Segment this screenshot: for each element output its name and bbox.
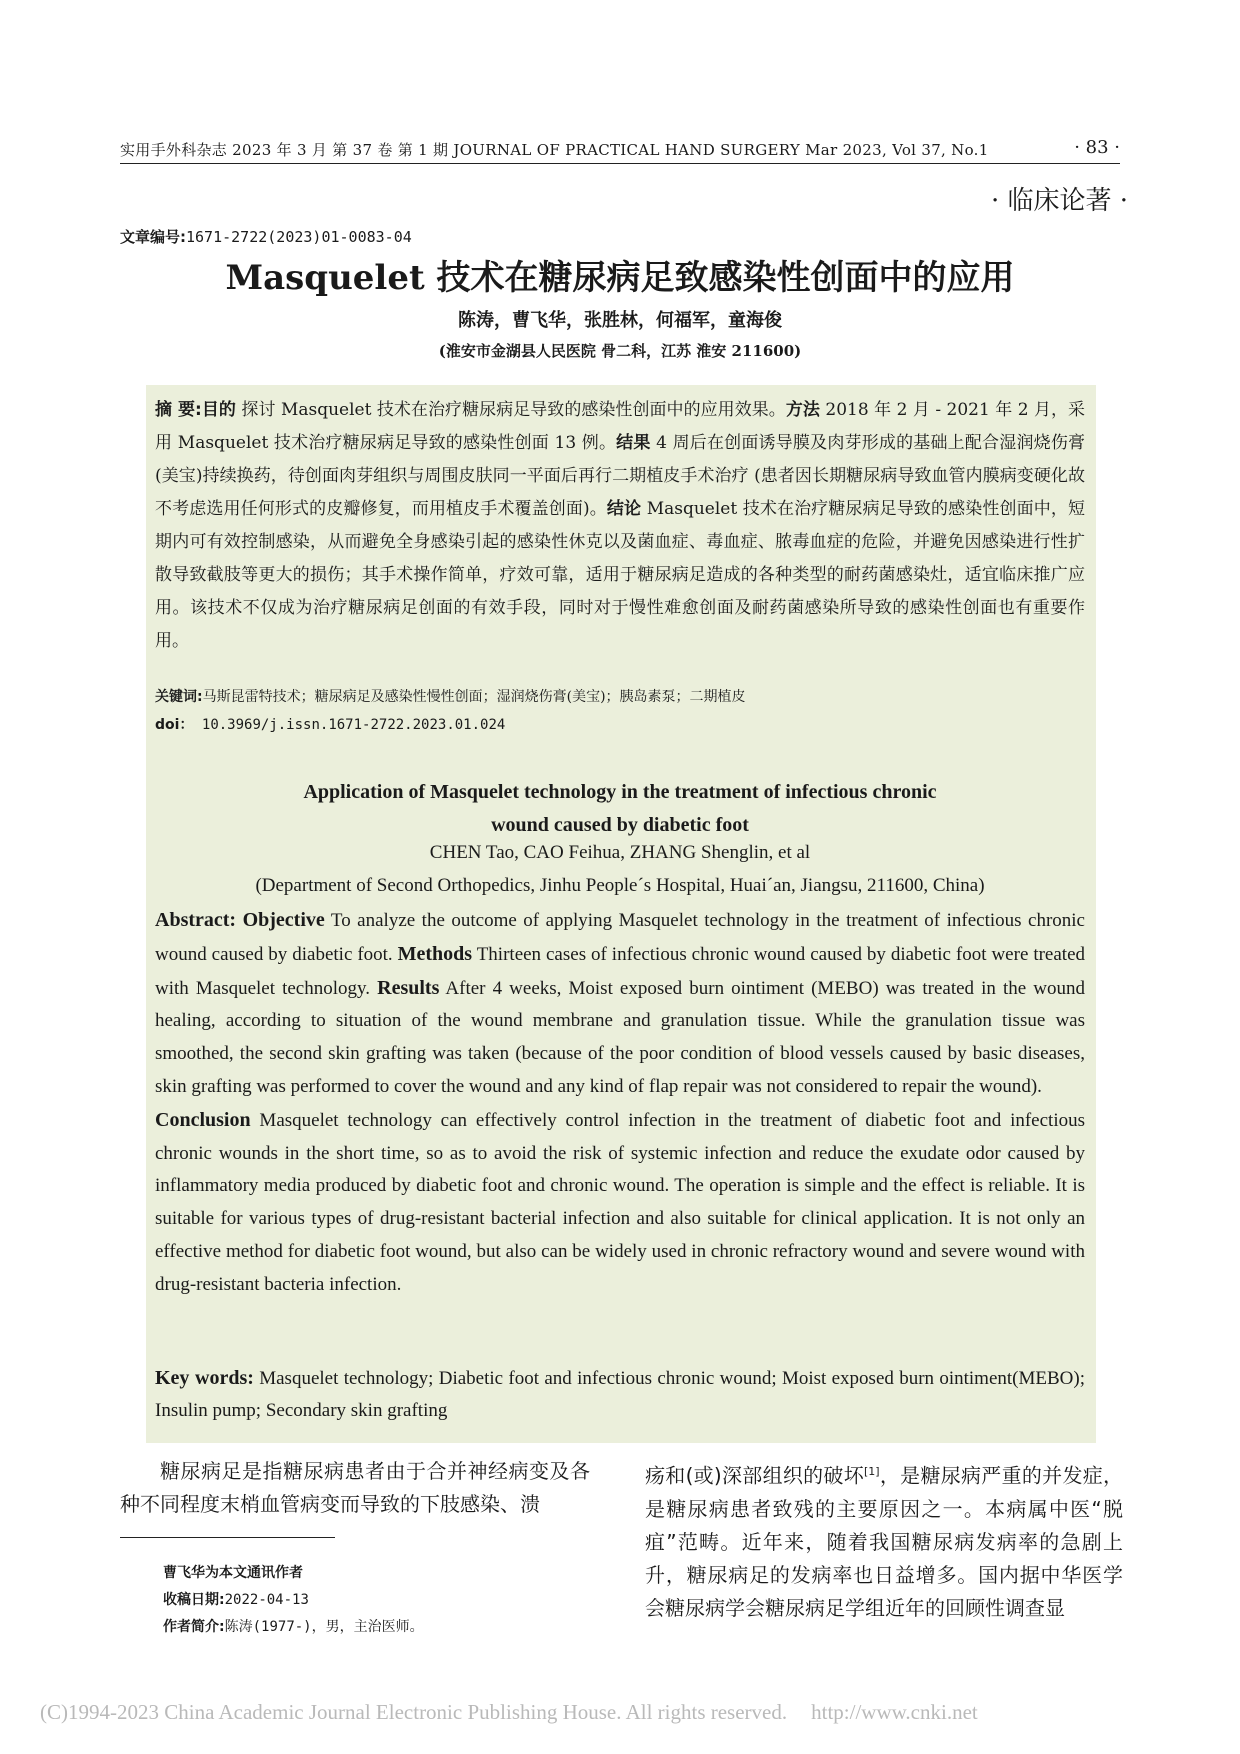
cn-abstract-label: 摘 要: — [155, 400, 202, 420]
en-methods: Thirteen cases of infectious chronic wound caused by diabetic foot were treated with Masquelet technology. — [155, 943, 1085, 999]
en-results: After 4 weeks, Moist exposed burn ointiment (MEBO) was treated in the wound healing, according to situation of the wound membrane and granulation tissue. While the granulation tissue was smoothed, the second skin grafting was taken (because of the poor condition of blood vessels caused by basic diseases, skin grafting was performed to cover the wound and any kind of flap repair was not considered to repair the wound). — [155, 977, 1086, 1097]
cnki-link[interactable]: http://www.cnki.net — [811, 1700, 978, 1724]
received-date: 2022-04-13 — [224, 1592, 309, 1608]
footnote-rule — [120, 1537, 335, 1538]
chinese-abstract — [155, 394, 1085, 658]
copyright-watermark — [40, 1700, 978, 1725]
english-affiliation: (Department of Second Orthopedics, Jinhu People´s Hospital, Huai´an, Jiangsu, 211600, China) — [255, 875, 985, 896]
footnote-author — [163, 1616, 424, 1636]
author-bio-label: 作者简介: — [163, 1619, 225, 1635]
english-keywords — [155, 1362, 1085, 1427]
doi — [155, 713, 1085, 737]
chinese-keywords — [155, 685, 1085, 709]
column-label: · 临床论著 · — [990, 186, 1128, 216]
doi-link[interactable]: 10.3969/j.issn.1671-2722.2023.01.024 — [201, 717, 506, 733]
english-title-line-1: Application of Masquelet technology in the treatment of infectious chronic — [303, 781, 937, 803]
cn-conclusion: Masquelet 技术在治疗糖尿病足导致的感染性创面中，短期内可有效控制感染，从而避免全身感染引起的感染性休克以及菌血症、毒血症、脓毒血症的危险，并避免因感染进行性扩散导致截肢等更大的损伤；其手术操作简单，疗效可靠，适用于糖尿病足造成的各种类型的耐药菌感染灶，适宜临床推广应用。该技术不仅成为治疗糖尿病足创面的有效手段，同时对于慢性难愈创面及耐药菌感染所导致的感染性创面也有重要作用。 — [155, 499, 1086, 651]
body-right-text-2: ，是糖尿病严重的并发症，是糖尿病患者致残的主要原因之一。本病属中医“脱疽”范畴。近年来，随着我国糖尿病发病率的急剧上升，糖尿病足的发病率也日益增多。国内据中华医学会糖尿病学会糖尿病足学组近年的回顾性调查显 — [645, 1463, 1124, 1620]
en-keywords-label: Key words: — [155, 1367, 254, 1389]
article-number-value: 1671-2722(2023)01-0083-04 — [186, 228, 412, 246]
running-header — [120, 139, 1120, 163]
copyright-text: (C)1994-2023 China Academic Journal Electronic Publishing House. All rights reserved. — [40, 1700, 788, 1724]
footnote-received — [163, 1589, 309, 1609]
cn-keywords-text: 马斯昆雷特技术；糖尿病足及感染性慢性创面；湿润烧伤膏(美宝)；胰岛素泵；二期植皮 — [202, 689, 746, 705]
en-results-label: Results — [377, 976, 440, 999]
page-number: · 83 · — [1074, 137, 1120, 158]
body-right-text-1: 疡和(或)深部组织的破坏 — [645, 1463, 865, 1488]
article-number — [120, 226, 412, 247]
cn-results-label: 结果 — [616, 433, 651, 453]
authors: 陈涛，曹飞华，张胜林，何福军，童海俊 — [458, 310, 782, 331]
english-authors: CHEN Tao, CAO Feihua, ZHANG Shenglin, et al — [429, 842, 811, 863]
citation-ref[interactable]: [1] — [864, 1465, 880, 1478]
cn-results: 4 周后在创面诱导膜及肉芽形成的基础上配合湿润烧伤膏(美宝)持续换药，待创面肉芽组织与周围皮肤同一平面后再行二期植皮手术治疗 (患者因长期糖尿病导致血管内膜病变硬化故不考虑选用任何形式的皮瓣修复，而用植皮手术覆盖创面)。 — [155, 433, 1086, 519]
en-keywords-text: Masquelet technology; Diabetic foot and infectious chronic wound; Moist exposed burn ointiment(MEBO); Insulin pump; Secondary skin grafting — [155, 1368, 1086, 1421]
en-conclusion-label: Conclusion — [155, 1108, 251, 1131]
author-bio: 陈涛(1977-)，男，主治医师。 — [224, 1619, 424, 1635]
en-methods-label: Methods — [397, 942, 473, 965]
en-conclusion: Masquelet technology can effectively control infection in the treatment of diabetic foot and infectious chronic wounds in the short time, so as to avoid the risk of systemic infection and reduce the exudate odor caused by inflammatory media produced by diabetic foot and chronic wound. The operation is simple and the effect is reliable. It is suitable for various types of drug-resistant bacterial infection and also suitable for clinical application. It is not only an effective method for diabetic foot wound, but also can be widely used in chronic refractory wound and severe wound with drug-resistant bacteria infection. — [155, 1109, 1085, 1295]
paper-title: Masquelet 技术在糖尿病足致感染性创面中的应用 — [225, 258, 1015, 298]
english-title-line-2: wound caused by diabetic foot — [491, 814, 749, 836]
body-left-column: 糖尿病足是指糖尿病患者由于合并神经病变及各种不同程度末梢血管病变而导致的下肢感染、溃 — [120, 1459, 590, 1516]
doi-label: doi： — [155, 717, 194, 733]
english-abstract — [155, 904, 1085, 1302]
article-number-label: 文章编号: — [120, 228, 186, 246]
cn-conclusion-label: 结论 — [606, 499, 642, 519]
english-title — [160, 776, 1080, 842]
en-abstract-label: Abstract: — [155, 909, 237, 931]
affiliation: (淮安市金湖县人民医院 骨二科，江苏 淮安 211600) — [438, 342, 802, 360]
body-right-column — [645, 1455, 1123, 1625]
cn-methods: 2018 年 2 月 - 2021 年 2 月，采用 Masquelet 技术治疗糖尿病足导致的感染性创面 13 例。 — [155, 400, 1086, 453]
received-label: 收稿日期: — [163, 1592, 225, 1608]
header-rule — [120, 163, 1120, 164]
cn-objective-label: 目的 — [201, 400, 236, 420]
en-objective: To analyze the outcome of applying Masquelet technology in the treatment of infectious chronic wound caused by diabetic foot. — [155, 910, 1085, 965]
journal-line: 实用手外科杂志 2023 年 3 月 第 37 卷 第 1 期 JOURNAL OF PRACTICAL HAND SURGERY Mar 2023, Vol 37, No.1 — [120, 141, 989, 159]
footnote-corresponding — [163, 1562, 303, 1582]
en-objective-label: Objective — [242, 909, 325, 931]
cn-keywords-label: 关键词: — [155, 689, 203, 705]
cn-methods-label: 方法 — [785, 400, 820, 420]
corresponding-text: 曹飞华为本文通讯作者 — [163, 1565, 303, 1581]
cn-objective: 探讨 Masquelet 技术在治疗糖尿病足导致的感染性创面中的应用效果。 — [241, 400, 786, 420]
